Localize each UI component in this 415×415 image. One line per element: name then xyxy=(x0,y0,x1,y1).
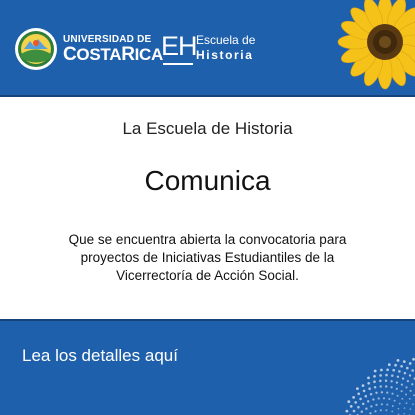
pattern-dot xyxy=(363,390,366,393)
pattern-dot xyxy=(402,377,404,379)
pattern-dot xyxy=(346,410,349,413)
pattern-dot xyxy=(397,395,399,397)
pattern-dot xyxy=(412,403,414,405)
pattern-dot xyxy=(378,397,380,399)
pattern-dot xyxy=(391,393,393,395)
pattern-dot xyxy=(385,374,388,377)
pattern-dot xyxy=(356,387,359,390)
pattern-dot xyxy=(386,404,388,406)
pattern-dot xyxy=(411,369,414,372)
pattern-dot xyxy=(370,393,372,395)
pattern-dot xyxy=(379,374,382,377)
pattern-dot xyxy=(381,391,383,393)
pattern-dot xyxy=(379,380,382,383)
pattern-dot xyxy=(375,392,377,394)
pattern-dot xyxy=(347,400,350,403)
details-link[interactable]: Lea los detalles aquí xyxy=(22,346,178,365)
pattern-dot xyxy=(372,398,374,400)
pattern-dot xyxy=(386,391,388,393)
pattern-dot xyxy=(385,379,387,381)
pattern-dot xyxy=(367,377,370,380)
pattern-dot xyxy=(392,405,394,407)
pattern-dot xyxy=(401,390,403,392)
pattern-dot xyxy=(367,382,370,385)
pattern-dot xyxy=(409,374,411,376)
pattern-dot xyxy=(374,386,377,389)
pattern-dot xyxy=(403,413,405,415)
pattern-dot xyxy=(350,405,353,408)
university-name-line1: UNIVERSIDAD DE xyxy=(63,34,152,45)
pattern-dot xyxy=(392,369,395,372)
university-wordmark xyxy=(63,34,163,64)
header-banner xyxy=(0,0,415,97)
school-name-line2: Historia xyxy=(196,48,254,62)
school-name xyxy=(196,33,255,63)
pattern-dot xyxy=(405,393,407,395)
pattern-dot xyxy=(409,398,411,400)
school-name-line1: Escuela de xyxy=(196,33,256,47)
pattern-dot xyxy=(388,363,391,366)
pattern-dot xyxy=(410,390,412,392)
pattern-dot xyxy=(394,400,396,402)
pattern-dot xyxy=(390,386,392,388)
pattern-dot xyxy=(352,396,355,399)
pattern-dot xyxy=(386,368,389,371)
pattern-dot xyxy=(370,405,372,407)
pattern-dot xyxy=(396,381,398,383)
pattern-dot xyxy=(374,370,377,373)
pattern-dot xyxy=(381,403,383,405)
pattern-dot xyxy=(383,397,385,399)
pattern-dot xyxy=(380,369,383,372)
pattern-dot xyxy=(401,383,403,385)
pattern-dot xyxy=(369,412,371,414)
pattern-dot xyxy=(404,372,407,375)
footer-banner xyxy=(0,319,415,415)
pattern-dot xyxy=(391,410,393,412)
pattern-dot xyxy=(373,375,376,378)
pattern-dot xyxy=(365,408,367,410)
pattern-dot xyxy=(409,408,411,410)
school-mark-underline xyxy=(163,63,193,65)
pattern-dot xyxy=(406,402,408,404)
pattern-dot xyxy=(397,408,399,410)
pattern-dot xyxy=(409,362,412,365)
pattern-dot xyxy=(385,409,387,411)
pattern-dot xyxy=(359,398,362,401)
pattern-dot xyxy=(404,407,406,409)
pattern-dot xyxy=(361,410,363,412)
pattern-dot xyxy=(374,410,376,412)
pattern-dot xyxy=(354,401,357,404)
pattern-dot xyxy=(411,383,413,385)
main-content xyxy=(0,99,415,319)
school-mark: EH xyxy=(161,31,197,61)
pattern-dot xyxy=(353,410,356,413)
pattern-dot xyxy=(400,365,403,368)
pattern-dot xyxy=(405,386,407,388)
announcement-text: Que se encuentra abierta la convocatoria para proyectos de Iniciativas Estudiantiles de la Vicerrectoría de Acción Social. xyxy=(68,232,347,283)
pattern-dot xyxy=(375,404,377,406)
pattern-dot xyxy=(403,360,406,363)
pattern-dot xyxy=(406,367,409,370)
pattern-dot xyxy=(390,380,392,382)
pattern-dot xyxy=(368,387,371,390)
pattern-dot xyxy=(357,406,360,409)
pattern-dot xyxy=(391,374,394,377)
pattern-dot xyxy=(357,392,360,395)
pattern-dot xyxy=(379,385,381,387)
pattern-dot xyxy=(397,376,399,378)
pattern-dot xyxy=(362,403,365,406)
sunflower-icon xyxy=(335,0,415,97)
pattern-dot xyxy=(365,395,368,398)
pattern-dot xyxy=(407,380,409,382)
page-title: Comunica xyxy=(144,165,271,196)
pattern-dot xyxy=(398,370,401,373)
pattern-dot xyxy=(380,409,382,411)
pattern-dot xyxy=(388,398,390,400)
page-subtitle: La Escuela de Historia xyxy=(122,119,293,138)
pattern-dot xyxy=(399,403,401,405)
dot-pattern-icon xyxy=(265,321,415,415)
pattern-dot xyxy=(397,359,400,362)
pattern-dot xyxy=(373,380,376,383)
pattern-dot xyxy=(362,384,365,387)
pattern-dot xyxy=(385,385,387,387)
pattern-dot xyxy=(394,364,397,367)
pattern-dot xyxy=(367,400,369,402)
university-seal-icon xyxy=(14,27,58,71)
pattern-dot xyxy=(401,398,403,400)
university-name-line2: COSTARICA xyxy=(63,44,163,65)
pattern-dot xyxy=(396,388,398,390)
